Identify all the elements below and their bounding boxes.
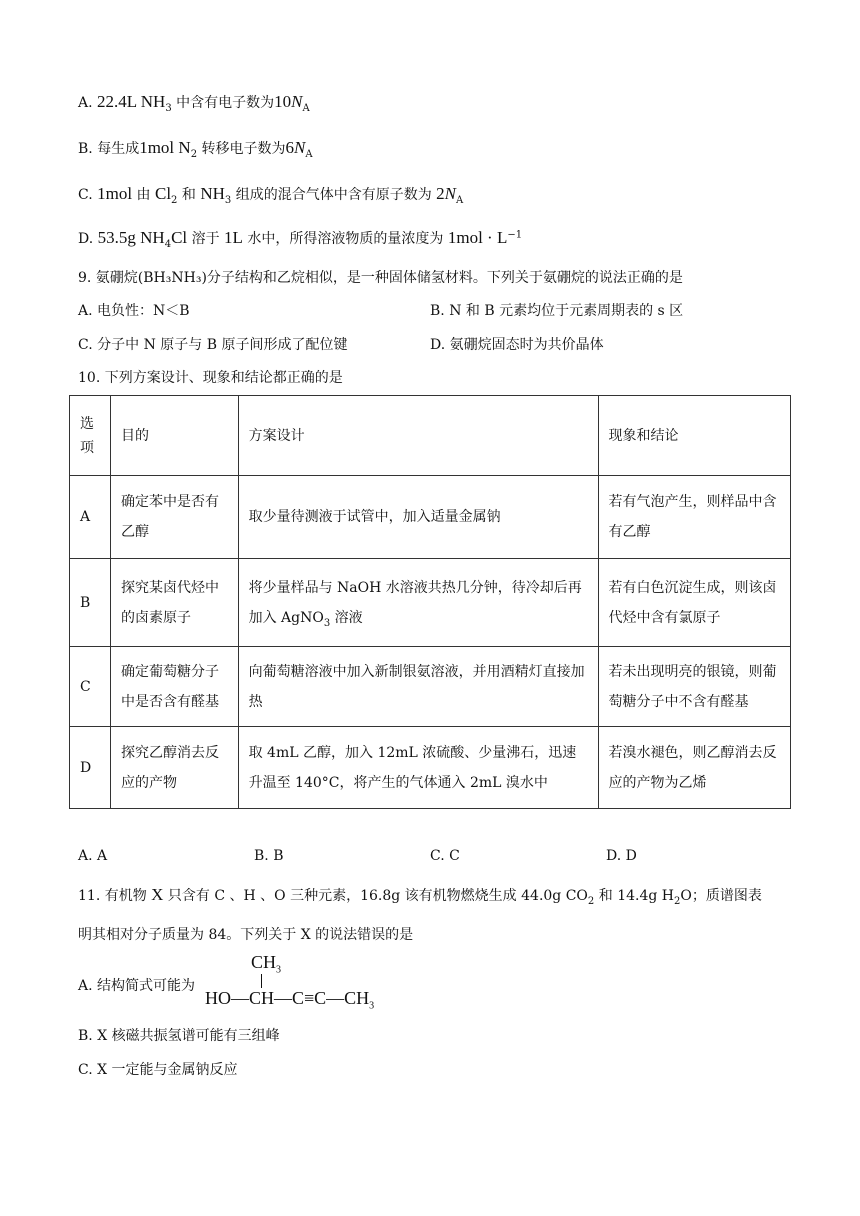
text: 溶于 [187,231,225,247]
row-option: B [70,559,111,647]
q9-option-c: C. 分子中 N 原子与 B 原子间形成了配位键 [78,337,348,353]
text: 只含有 C 、H 、O 三种元素，16.8g 该有机物燃烧生成 44.0g CO [163,888,588,904]
subscript: 2 [587,895,595,907]
row-option: D [70,727,111,809]
q10-stem: 10. 下列方案设计、现象和结论都正确的是 [78,370,343,386]
formula-bond-vertical [261,974,262,988]
math-text: 10 [274,92,292,111]
table-row [70,727,791,809]
q9-option-d: D. 氨硼烷固态时为共价晶体 [430,337,604,353]
row-purpose: 确定苯中是否有乙醇 [110,476,238,559]
q9-option-a: A. 电负性：N＜B [78,303,190,319]
text: 转移电子数为 [197,141,286,157]
math-text: 1mol · L [447,228,508,247]
subscript: 3 [323,617,331,629]
subscript: 3 [276,964,282,976]
header-design: 方案设计 [238,396,598,476]
row-purpose: 探究乙醇消去反应的产物 [110,727,238,809]
row-option: C [70,647,111,727]
row-result: 若有气泡产生，则样品中含有乙醇 [598,476,790,559]
text: 水中，所得溶液物质的量浓度为 [242,231,448,247]
text: O；质谱图表 [680,888,762,904]
table-row [70,476,791,559]
q10-answer-a: A. A [78,848,108,864]
table-row [70,559,791,647]
formula-main-chain [205,988,375,1012]
row-design: 向葡萄糖溶液中加入新制银氨溶液，并用酒精灯直接加热 [238,647,598,727]
text: 11. 有机物 [78,888,152,904]
math-text: 1mol N [139,138,191,157]
table-row [70,647,791,727]
math-text: Cl [154,184,172,203]
subscript: A [302,102,310,114]
q8-option-d [78,228,522,249]
row-option: A [70,476,111,559]
text: 组成的混合气体中含有原子数为 [231,187,437,203]
option-label: D. [78,231,98,247]
text: 中含有电子数为 [171,95,275,111]
math-text: 53.5g NH [97,228,165,247]
q11-option-b: B. X 核磁共振氢谱可能有三组峰 [78,1028,280,1044]
row-design: 取 4mL 乙醇，加入 12mL 浓硫酸、少量沸石，迅速升温至 140°C，将产生的气体通入 2mL 溴水中 [238,727,598,809]
q10-answer-b: B. B [254,848,284,864]
math-text: 22.4L NH [97,92,166,111]
subscript: 3 [224,194,232,206]
q11-option-a: A. 结构简式可能为 [78,978,196,994]
math-text: NH [200,184,225,203]
subscript: 3 [369,1000,375,1012]
subscript: A [305,148,313,160]
math-text: N [291,92,303,111]
header-option [70,396,111,476]
row-result: 若有白色沉淀生成，则该卤代烃中含有氯原子 [598,559,790,647]
q11-stem-line2: 明其相对分子质量为 84。下列关于 X 的说法错误的是 [78,927,414,943]
text: CH [251,952,277,972]
formula-methyl [251,952,282,976]
q8-option-c [78,184,463,205]
q9-option-b: B. N 和 B 元素均位于元素周期表的 s 区 [430,303,684,319]
header-purpose: 目的 [110,396,238,476]
q11-option-c: C. X 一定能与金属钠反应 [78,1062,238,1078]
row-result: 若溴水褪色，则乙醇消去反应的产物为乙烯 [598,727,790,809]
row-purpose: 确定葡萄糖分子中是否含有醛基 [110,647,238,727]
q10-table [69,395,791,809]
math-text: 2 [436,184,445,203]
row-design: 取少量待测液于试管中，加入适量金属钠 [238,476,598,559]
table-header-row [70,396,791,476]
math-text: 1L [224,228,243,247]
subscript: 2 [190,148,198,160]
option-label: B. 每生成 [78,141,140,157]
math-text: N [444,184,457,203]
subscript: 4 [164,238,172,250]
option-label: A. [78,95,98,111]
math-text: Cl [171,228,188,247]
q11-stem-line1 [78,885,762,906]
q10-answer-d: D. D [606,848,637,864]
text: 由 [132,187,155,203]
q8-option-b [78,138,313,159]
subscript: A [456,194,464,206]
row-purpose: 探究某卤代烃中的卤素原子 [110,559,238,647]
math-text: 6 [285,138,295,157]
header-text: 选项 [80,415,94,456]
math-text: N [294,138,306,157]
text: 将少量样品与 NaOH 水溶液共热几分钟，待冷却后再加入 AgNO [248,579,582,626]
q10-answer-c: C. C [430,848,460,864]
text: HO—CH—C≡C—CH [205,988,370,1008]
subscript: 2 [674,895,681,907]
text: 溶液 [330,609,363,626]
row-result: 若未出现明亮的银镜，则葡萄糖分子中不含有醛基 [598,647,790,727]
structural-formula [205,952,425,1012]
text: 和 [177,187,201,203]
header-result: 现象和结论 [598,396,790,476]
math-text: 1mol [97,184,133,203]
q9-stem: 9. 氨硼烷(BH₃NH₃)分子结构和乙烷相似，是一种固体储氢材料。下列关于氨硼烷的说法正确的是 [78,270,683,286]
superscript: −1 [507,229,523,241]
text: 和 14.4g H [594,888,674,904]
option-label: C. [78,187,98,203]
math-text: X [151,885,164,904]
subscript: 3 [165,102,172,114]
q8-option-a [78,92,310,113]
row-design [238,559,598,647]
subscript: 2 [171,194,178,206]
